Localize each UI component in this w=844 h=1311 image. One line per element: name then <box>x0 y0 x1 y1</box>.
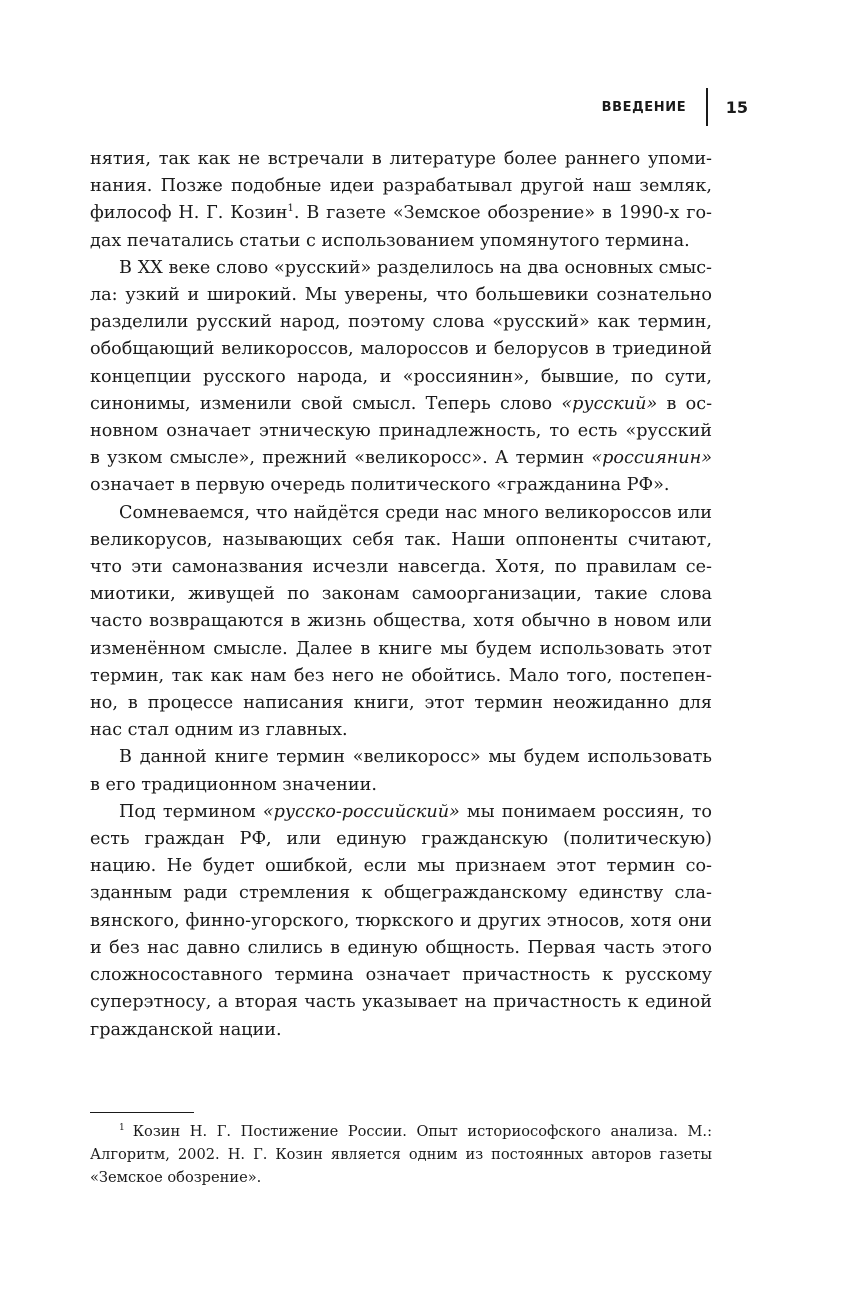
paragraph-4: В данной книге термин «великоросс» мы будем использовать в его традиционном значении. <box>90 747 712 795</box>
paragraph-1-text-b: . В газете «Земское обозрение» в 1990-х годах печатались статьи с использованием упомянутого термина. <box>90 203 712 251</box>
page-number: 15 <box>725 97 748 117</box>
footnote-divider <box>90 1112 194 1113</box>
footnote-text: Козин Н. Г. Постижение России. Опыт историософского анализа. М.: Алгоритм, 2002. Н. Г. Козин является одним из постоянных авторов газеты «Земское обозрение». <box>90 1123 712 1186</box>
paragraph-5 <box>90 799 712 1044</box>
paragraph-5-text-a: Под термином <box>119 801 256 822</box>
footnote <box>90 1120 712 1189</box>
running-head <box>602 92 748 122</box>
header-divider <box>706 88 708 126</box>
section-title: ВВЕДЕНИЕ <box>601 99 687 115</box>
paragraph-2 <box>90 255 712 500</box>
paragraph-1-text-a: нятия, так как не встречали в литературе более раннего упоминания. Позже подобные идеи разрабатывал другой наш земляк, философ Н. Г. Козин <box>90 149 712 224</box>
paragraph-2-text-c: означает в первую очередь политического «гражданина РФ». <box>90 475 670 496</box>
term-russkiy: «русский» <box>561 393 658 414</box>
paragraph-1 <box>90 146 712 255</box>
paragraph-3: Сомневаемся, что найдётся среди нас много великороссов или великорусов, называющих себя так. Наши оппоненты считают, что эти самоназвания исчезли навсегда. Хотя, по правилам семиотики, живущей по законам самоорганизации, такие слова часто возвращаются в жизнь общества, хотя обычно в новом или изменённом смысле. Далее в книге мы будем использовать этот термин, так как нам без него не обойтись. Мало того, постепенно, в процессе написания книги, этот термин неожиданно для нас стал одним из главных. <box>90 502 712 741</box>
term-rossiyanin: «россиянин» <box>591 448 712 469</box>
main-text <box>90 146 712 1044</box>
footnote-reference: 1 <box>287 203 294 215</box>
footnote-mark: 1 <box>119 1123 125 1134</box>
paragraph-2-text-b: в основном означает этническую принадлежность, то есть «русский в узком смысле», прежний «великоросс». А термин <box>90 393 713 469</box>
term-russko-rossiyskiy: «русско-российский» <box>262 801 460 822</box>
paragraph-2-text-a: В XX веке слово «русский» разделилось на два основных смысла: узкий и широкий. Мы уверены, что большевики сознательно разделили русский народ, поэтому слова «русский» как термин, обобщающий великороссов, малороссов и белорусов в триединой концепции русского народа, и «россиянин», бывшие, по сути, синонимы, изменили свой смысл. Теперь слово <box>90 257 712 414</box>
paragraph-5-text-b: мы понимаем россиян, то есть граждан РФ, или единую гражданскую (политическую) нацию. Не будет ошибкой, если мы признаем этот термин созданным ради стремления к общегражданскому единству славянского, финно-угорского, тюркского и других этносов, хотя они и без нас давно слились в единую общность. Первая часть этого сложносоставного термина означает причастность к русскому суперэтносу, а вторая часть указывает на причастность к единой гражданской нации. <box>90 801 713 1040</box>
